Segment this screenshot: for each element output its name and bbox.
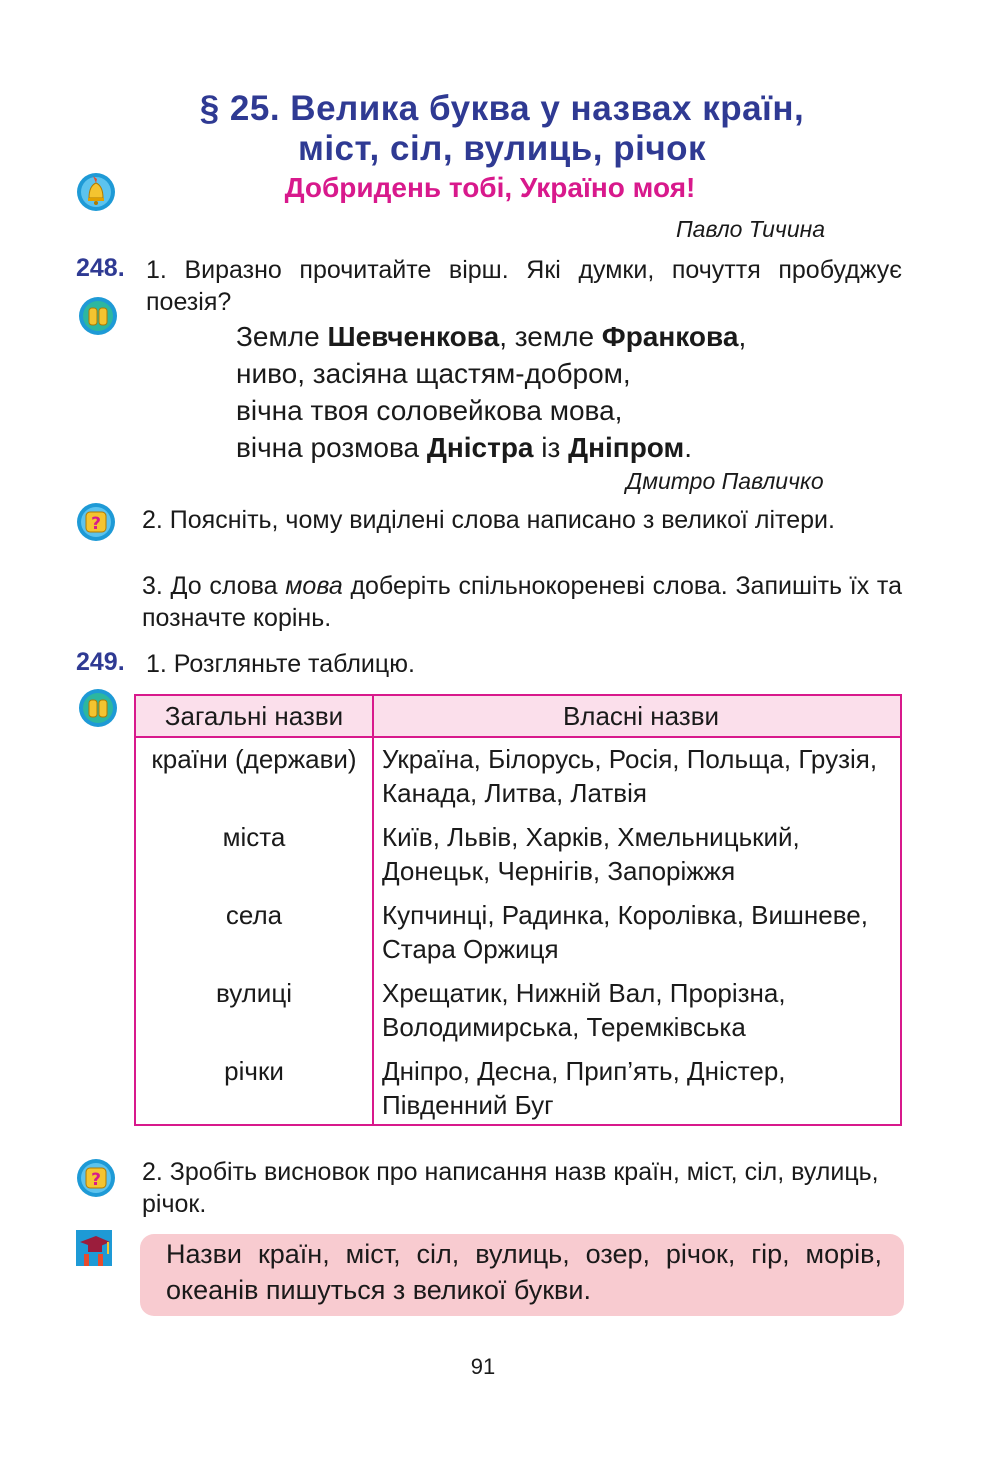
exercise-number-248: 248. xyxy=(76,254,125,282)
poem-line-2: ниво, засіяна щастям-добром, xyxy=(236,358,631,389)
poem xyxy=(236,318,896,466)
section-title-line1: § 25. Велика буква у назвах країн, xyxy=(199,89,805,128)
reading-icon xyxy=(78,296,118,336)
page-number: 91 xyxy=(470,1354,496,1379)
poem-author: Дмитро Павличко xyxy=(626,468,824,494)
exercise-248-task2: 2. Поясніть, чому виділені слова написано з великої літери. xyxy=(142,506,835,534)
table-cell-general: міста xyxy=(135,820,373,898)
table-cell-general: країни (держави) xyxy=(135,737,373,820)
poem-line-3: вічна твоя соловейкова мова, xyxy=(236,395,623,426)
exercise-248-task1: 1. Виразно прочитайте вірш. Які думки, почуття пробуджує поезія? xyxy=(146,256,902,316)
table-header-proper: Власні назви xyxy=(373,695,901,737)
poem-title: Добридень тобі, Україно моя! xyxy=(284,172,696,203)
rule-text: Назви країн, міст, сіл, вулиць, озер, річок, гір, морів, океанів пишуться з великої букви. xyxy=(166,1239,882,1305)
table-cell-proper: Дніпро, Десна, Прип’ять, Дністер, Південний Буг xyxy=(382,1056,786,1120)
reading-icon xyxy=(78,688,118,728)
names-table xyxy=(134,694,902,1126)
question-icon xyxy=(76,502,116,542)
poem-line-4: вічна розмова Дністра із Дніпром. xyxy=(236,432,693,463)
table-cell-proper: Київ, Львів, Харків, Хмельницький, Донецьк, Чернігів, Запоріжжя xyxy=(382,822,800,886)
table-cell-proper: Хрещатик, Нижній Вал, Прорізна, Володимирська, Теремківська xyxy=(382,978,786,1042)
table-cell-general: вулиці xyxy=(135,976,373,1054)
exercise-249-task2: 2. Зробіть висновок про написання назв країн, міст, сіл, вулиць, річок. xyxy=(142,1158,879,1218)
table-cell-general: села xyxy=(135,898,373,976)
exercise-248-task3: 3. До слова мова доберіть спільнокореневі слова. Запишіть їх та позначте корінь. xyxy=(142,572,902,632)
table-cell-general: річки xyxy=(135,1054,373,1125)
poem-title-author: Павло Тичина xyxy=(676,216,826,242)
exercise-249-task1: 1. Розгляньте таблицю. xyxy=(146,650,415,678)
svg-text:?: ? xyxy=(91,1170,101,1190)
table-row xyxy=(135,898,901,976)
table-header-general: Загальні назви xyxy=(135,695,373,737)
section-title-line2: міст, сіл, вулиць, річок xyxy=(297,129,707,168)
table-row xyxy=(135,820,901,898)
table-cell-proper: Україна, Білорусь, Росія, Польща, Грузія, Канада, Литва, Латвія xyxy=(382,744,878,808)
question-icon xyxy=(76,1158,116,1198)
svg-text:?: ? xyxy=(91,514,101,534)
exercise-number-249: 249. xyxy=(76,648,125,676)
table-row xyxy=(135,1054,901,1125)
graduate-icon xyxy=(74,1228,114,1268)
table-cell-proper: Купчинці, Радинка, Королівка, Вишневе, Стара Оржиця xyxy=(382,900,868,964)
poem-line-1: Земле Шевченкова, земле Франкова, xyxy=(236,321,747,352)
table-row xyxy=(135,976,901,1054)
table-row xyxy=(135,737,901,820)
